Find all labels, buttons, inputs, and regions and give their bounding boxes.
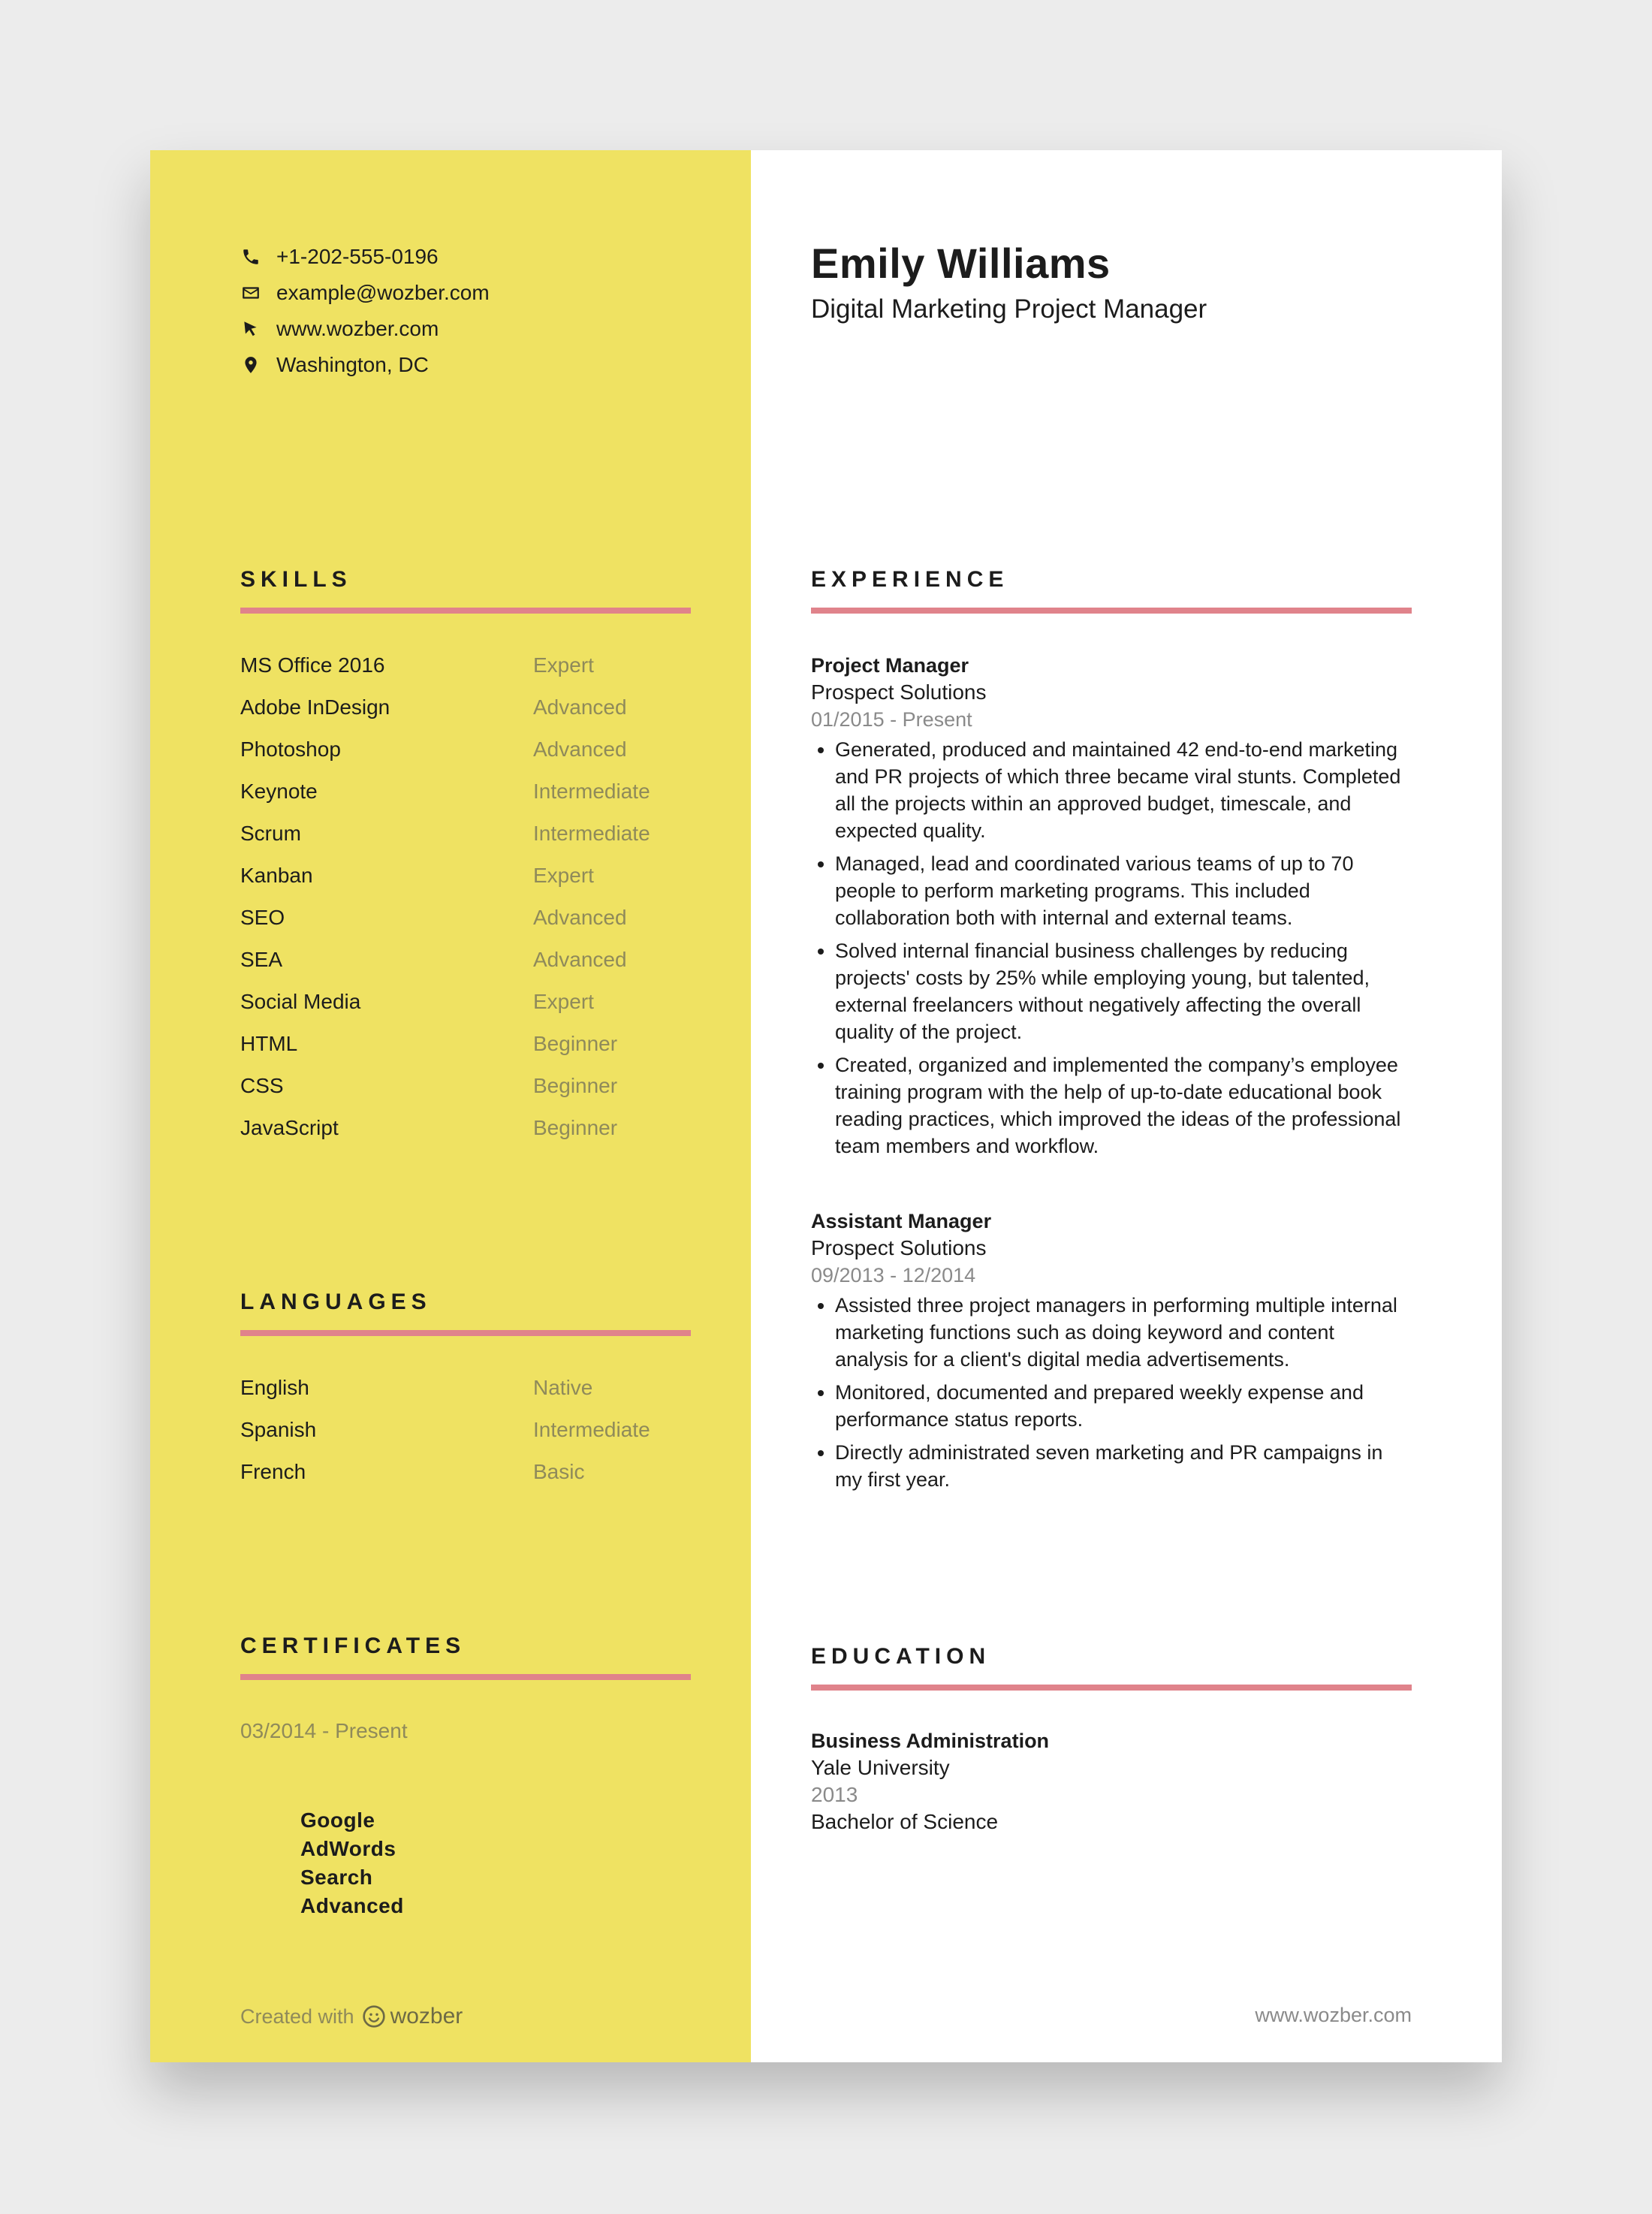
experience-divider [811,608,1412,614]
skill-row [240,855,691,897]
language-name: French [240,1460,306,1483]
skill-level: Advanced [533,948,627,971]
job-title: Assistant Manager [811,1210,992,1232]
skills-list [240,644,691,1149]
skill-name: Social Media [240,990,361,1013]
skill-name: SEA [240,948,283,971]
skill-name: HTML [240,1032,298,1055]
skill-name: Adobe InDesign [240,695,390,719]
candidate-role: Digital Marketing Project Manager [811,294,1207,324]
skill-row [240,1107,691,1149]
languages-list [240,1367,691,1493]
certificate-name: Google AdWords Search Advanced [300,1808,404,1917]
footer-brand: wozber [390,2004,463,2028]
certificate-item [240,1718,408,1917]
skill-level: Expert [533,990,594,1013]
job-bullet: • Assisted three project managers in performing multiple internal marketing functions such as doing keyword and content analysis for a client's digital media advertisements. [835,1292,1412,1373]
language-level: Native [533,1376,593,1399]
job-company: Prospect Solutions [811,680,987,704]
skill-row [240,897,691,939]
skill-level: Expert [533,864,594,887]
job-bullet: • Generated, produced and maintained 42 end-to-end marketing and PR projects of which three became viral stunts. Completed all the projects within an approved budget, timescale, and expected quality. [835,736,1412,844]
languages-divider [240,1330,691,1336]
education-type: Bachelor of Science [811,1810,999,1833]
contact-email-text: example@wozber.com [276,281,490,304]
skill-name: CSS [240,1074,284,1097]
job-bullet: • Created, organized and implemented the company’s employee training program with the help of up-to-date educational book reading practices, which improved the ideas of the professional team members and workflow. [835,1051,1412,1160]
skill-row [240,728,691,771]
language-row [240,1367,691,1409]
job-bullet: • Directly administrated seven marketing and PR campaigns in my first year. [835,1439,1412,1493]
education-heading: EDUCATION [811,1644,991,1669]
job-company: Prospect Solutions [811,1236,987,1259]
job-bullet: • Monitored, documented and prepared weekly expense and performance status reports. [835,1379,1412,1433]
job-dates: 09/2013 - 12/2014 [811,1264,976,1286]
skill-name: MS Office 2016 [240,653,385,677]
skill-name: Photoshop [240,737,341,761]
skill-name: JavaScript [240,1116,339,1139]
skill-row [240,981,691,1023]
contact-location [240,347,490,383]
skill-level: Advanced [533,695,627,719]
language-name: Spanish [240,1418,317,1441]
skill-row [240,644,691,686]
contact-location-text: Washington, DC [276,353,429,376]
contact-phone-text: +1-202-555-0196 [276,245,439,268]
location-pin-icon [240,354,261,376]
footer-created-with: Created with [240,2004,354,2028]
language-level: Intermediate [533,1418,650,1441]
skill-row [240,1023,691,1065]
skill-name: Scrum [240,822,301,845]
candidate-name: Emily Williams [811,240,1111,287]
education-school: Yale University [811,1756,950,1779]
skill-row [240,686,691,728]
phone-icon [240,246,261,267]
language-level: Basic [533,1460,585,1483]
language-row [240,1451,691,1493]
resume-page [150,150,1502,2062]
footer-url: www.wozber.com [1255,2004,1412,2026]
skills-heading: SKILLS [240,567,352,592]
contact-list [240,239,490,383]
contact-phone [240,239,490,275]
language-name: English [240,1376,309,1399]
contact-website-text: www.wozber.com [276,317,439,340]
skill-level: Intermediate [533,780,650,803]
skill-level: Expert [533,653,594,677]
job-bullet: • Managed, lead and coordinated various teams of up to 70 people to perform marketing programs. This included collaboration both with internal and external teams. [835,850,1412,931]
skill-level: Beginner [533,1074,618,1097]
job-bullets [811,1292,1412,1493]
skill-level: Intermediate [533,822,650,845]
education-divider [811,1685,1412,1691]
skill-name: SEO [240,906,285,929]
footer-credit [240,2004,463,2029]
skill-row [240,771,691,813]
job-title: Project Manager [811,654,969,677]
language-row [240,1409,691,1451]
languages-heading: LANGUAGES [240,1289,432,1314]
experience-heading: EXPERIENCE [811,567,1009,592]
job-bullet: • Solved internal financial business challenges by reducing projects' costs by 25% while employing young, but talented, external freelancers without negatively affecting the overall quality of the project. [835,937,1412,1045]
skill-row [240,1065,691,1107]
wozber-logo [362,2004,463,2029]
skill-level: Beginner [533,1116,618,1139]
certificates-heading: CERTIFICATES [240,1633,466,1658]
sidebar [150,150,751,2062]
skill-row [240,813,691,855]
certificate-dates: 03/2014 - Present [240,1719,408,1742]
education-year: 2013 [811,1783,858,1806]
main-content [751,150,1502,2062]
certificates-divider [240,1674,691,1680]
cursor-icon [240,318,261,339]
skill-name: Kanban [240,864,313,887]
skill-name: Keynote [240,780,318,803]
skill-row [240,939,691,981]
skill-level: Beginner [533,1032,618,1055]
education-entry [811,1727,1049,1835]
contact-email [240,275,490,311]
education-degree: Business Administration [811,1730,1050,1752]
mail-icon [240,282,261,303]
job-entry [811,1208,1412,1499]
skill-level: Advanced [533,906,627,929]
job-bullets [811,736,1412,1160]
contact-website [240,311,490,347]
job-entry [811,652,1412,1166]
skill-level: Advanced [533,737,627,761]
skills-divider [240,608,691,614]
wozber-logo-icon [362,2004,386,2028]
job-dates: 01/2015 - Present [811,708,972,731]
